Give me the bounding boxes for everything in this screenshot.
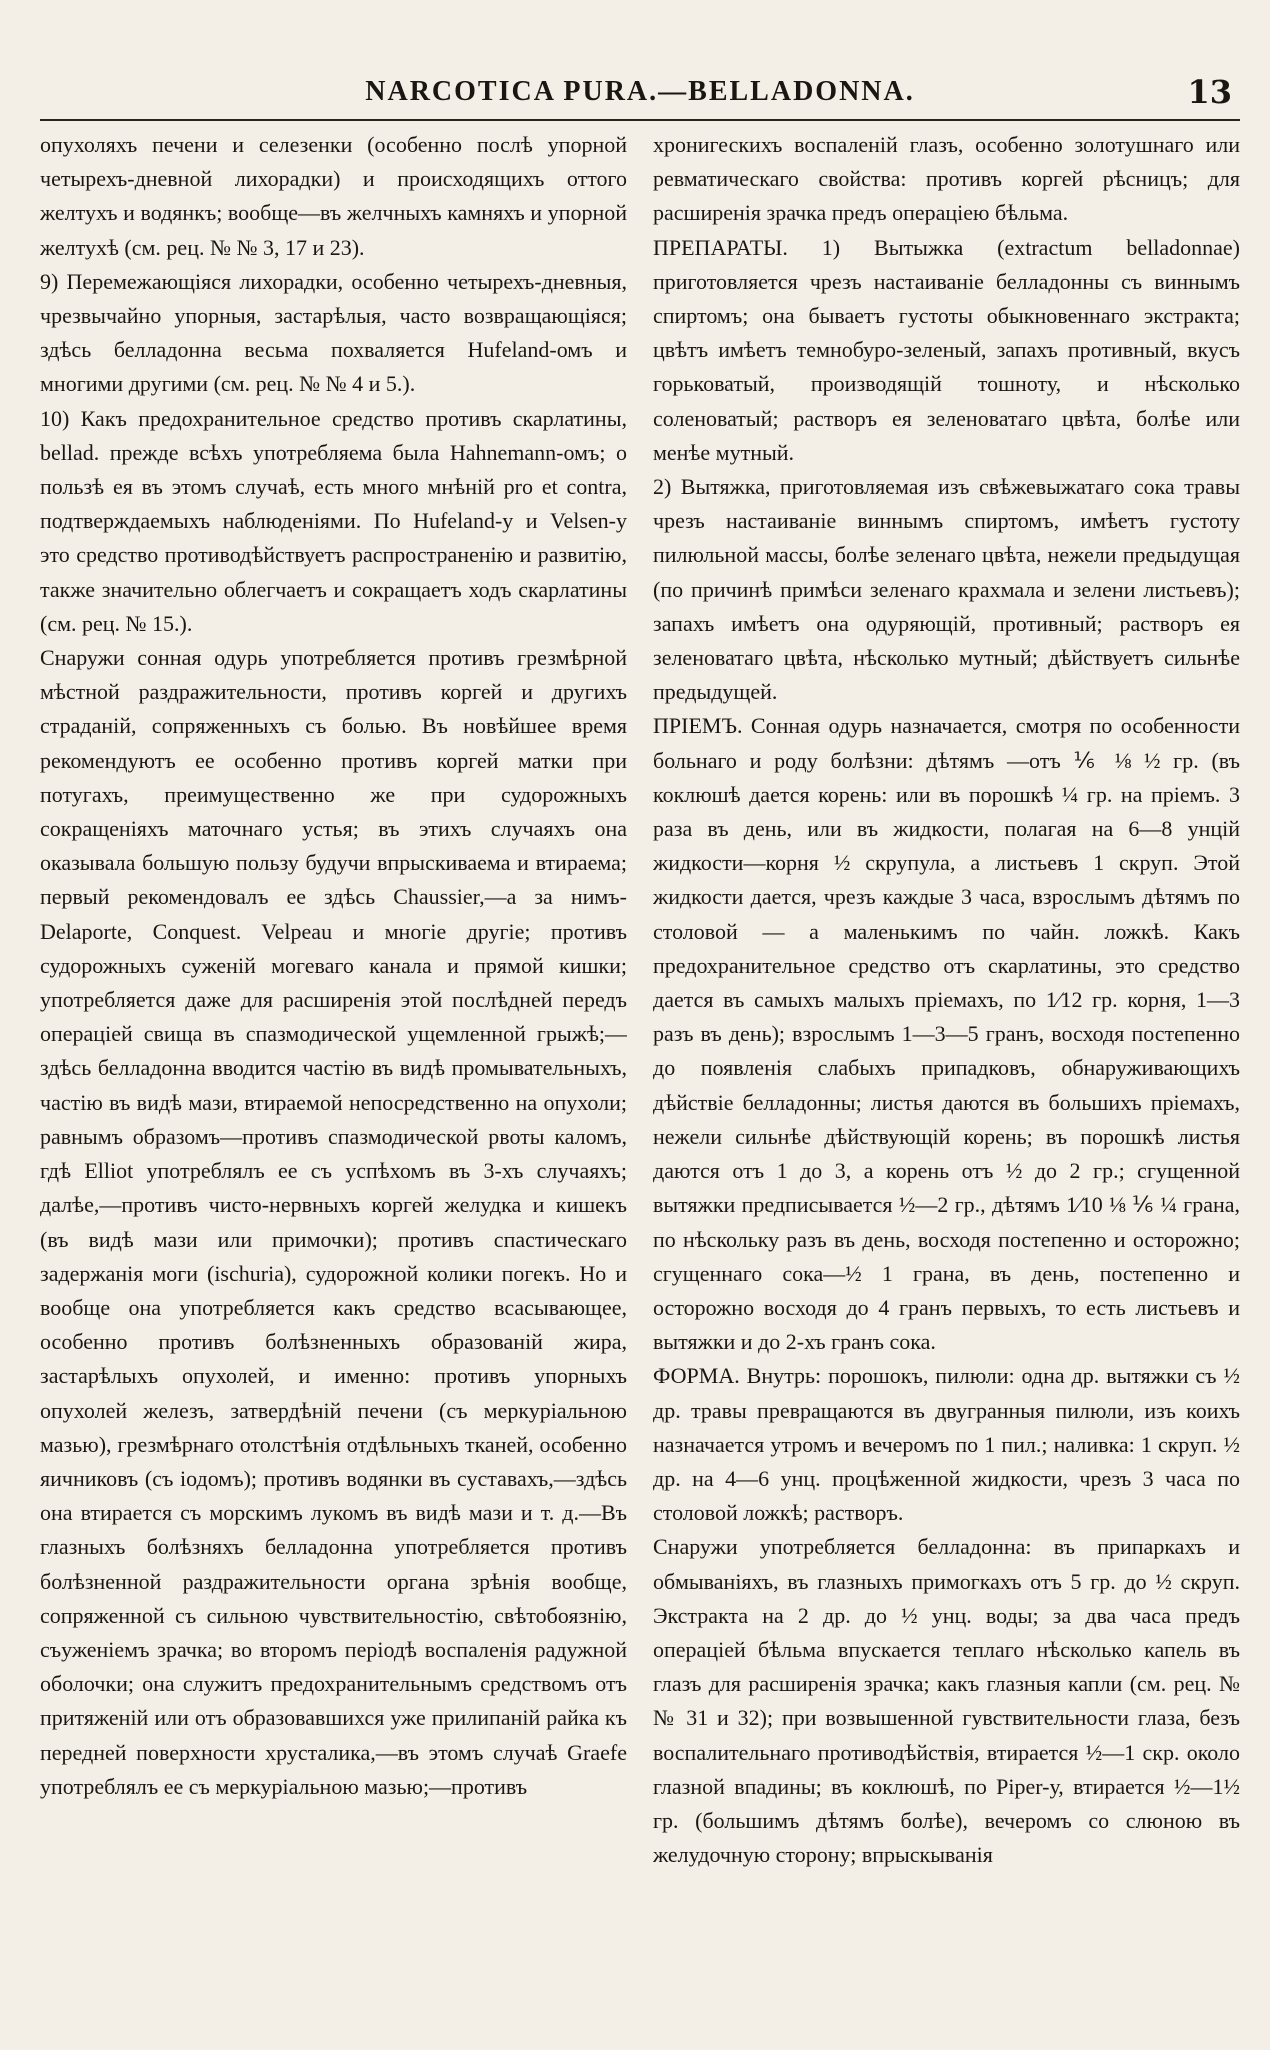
paragraph: Снаружи употребляется белладонна: въ припаркахъ и обмываніяхъ, въ глазныхъ примогкахъ отъ 5 гр. до ½ скруп. Экстракта на 2 др. до ½ унц. воды; за два часа предъ операціей бѣльма впускается теплаго нѣсколько капель въ глазъ для расширенія зрачка; какъ глазныя капли (см. рец. № № 31 и 32); при возвышенной гувствительности глаза, безъ воспалительнаго противодѣйствія, втирается ½—1 скр. около глазной впадины; въ коклюшѣ, по Piper-у, втирается ½—1½ гр. (большимъ дѣтямъ болѣе), вечеромъ со слюною въ желудочную сторону; впрыскыванія bbox=[653, 1534, 1240, 1868]
running-head bbox=[40, 70, 1240, 114]
paragraph: ПРЕПАРАТЫ. 1) Вытыжка (extractum belladonnae) приготовляется чрезъ настаиваніе белладонны съ виннымъ спиртомъ; она бываетъ густоты обыкновеннаго экстракта; цвѣтъ имѣетъ темнобуро-зеленый, запахъ противный, вкусъ горьковатый, производящій тошноту, и нѣсколько соленоватый; растворъ ея зеленоватаго цвѣта, болѣе или менѣе мутный. bbox=[653, 234, 1240, 465]
text-columns bbox=[40, 128, 1240, 2040]
paragraph: Снаружи сонная одурь употребляется противъ грезмѣрной мѣстной раздражительности, противъ коргей и другихъ страданій, сопряженныхъ съ болью. Въ новѣйшее время рекомендуютъ ее особенно противъ коргей матки при потугахъ, преимущественно же при судорожныхъ сокращеніяхъ маточнаго устья; въ этихъ случаяхъ она оказывала большую пользу будучи впрыскиваема и втираема; первый рекомендовалъ ее здѣсь Chaussier,—а за нимъ-Delaporte, Conquest. Velpeau и многіе другіе; противъ судорожныхъ суженій могеваго канала и прямой кишки; употребляется даже для расширенія этой послѣдней передъ операціей свища въ спазмодической ущемленной грыжѣ;—здѣсь белладонна вводится частію въ видѣ промывательныхъ, частію въ видѣ мази, втираемой непосредственно на опухоли; равнымъ образомъ—противъ спазмодической рвоты каломъ, гдѣ Elliot употреблялъ ее съ успѣхомъ въ 3-хъ случаяхъ; далѣе,—противъ чисто-нервныхъ коргей желудка и кишекъ (въ видѣ мази или примочки); противъ спастическаго задержанія моги (ischuria), судорожной колики погекъ. Но и вообще она употребляется какъ средство всасывающее, особенно противъ болѣзненныхъ образованій жира, застарѣлыхъ опухолей, и именно: противъ упорныхъ опухолей железъ, затвердѣній печени (съ меркуріальною мазью), грезмѣрнаго отолстѣнія отдѣльныхъ тканей, особенно яичниковъ (съ іодомъ); противъ водянки въ суставахъ,—здѣсь она втирается съ морскимъ лукомъ въ видѣ мази и т. д.—Въ глазныхъ болѣзняхъ белладонна употребляется противъ болѣзненной раздражительности органа зрѣнія вообще, сопряженной съ сильною чувствительностію, свѣтобоязнію, съуженіемъ зрачка; во второмъ періодѣ воспаленія радужной оболочки; она служитъ предохранительнымъ средствомъ отъ притяженій или отъ образовавшихся уже прилипаній райка къ передней поверхности хрусталика,—въ этомъ случаѣ Graefe употреблялъ ее съ меркуріальною мазью;—противъ bbox=[40, 645, 627, 1799]
page-number: 13 bbox=[1187, 73, 1232, 111]
right-column bbox=[653, 128, 1240, 2040]
paragraph: 10) Какъ предохранительное средство противъ скарлатины, bellad. прежде всѣхъ употребляема была Hahnemann-омъ; о пользѣ ея въ этомъ случаѣ, есть много мнѣній pro et contra, подтверждаемыхъ наблюденіями. По Hufeland-у и Velsen-у это средство противодѣйствуетъ распространенію и развитію, также значительно облегчаетъ и сокращаетъ ходъ скарлатины (см. рец. № 15.). bbox=[40, 405, 627, 636]
paragraph: опухоляхъ печени и селезенки (особенно послѣ упорной четырехъ-дневной лихорадки) и происходящихъ оттого желтухъ и водянкъ; вообще—въ желчныхъ камняхъ и упорной желтухѣ (см. рец. № № 3, 17 и 23). bbox=[40, 132, 627, 260]
paragraph: ФОРМА. Внутрь: порошокъ, пилюли: одна др. вытяжки съ ½ др. травы превращаются въ двугранныя пилюли, изъ коихъ назначается утромъ и вечеромъ по 1 пил.; наливка: 1 скруп. ½ др. на 4—6 унц. процѣженной жидкости, чрезъ 3 часа по столовой ложкѣ; растворъ. bbox=[653, 1363, 1240, 1526]
paragraph: 2) Вытяжка, приготовляемая изъ свѣжевыжатаго сока травы чрезъ настаиваніе виннымъ спиртомъ, имѣетъ густоту пилюльной массы, болѣе зеленаго цвѣта, нежели предыдущая (по причинѣ примѣси зеленаго крахмала и зелени листьевъ); запахъ имѣетъ она одуряющій, противный; растворъ ея зеленоватаго цвѣта, нѣсколько мутный; дѣйствуетъ сильнѣе предыдущей. bbox=[653, 474, 1240, 705]
paragraph: 9) Перемежающіяся лихорадки, особенно четырехъ-дневныя, чрезвычайно упорныя, застарѣлыя, часто возвращающіяся; здѣсь белладонна весьма похваляется Hufeland-омъ и многими другими (см. рец. № № 4 и 5.). bbox=[40, 268, 627, 397]
paragraph: ПРІЕМЪ. Сонная одурь назначается, смотря по особенности больнаго и роду болѣзни: дѣтямъ —отъ ⅙ ⅛ ½ гр. (въ коклюшѣ дается корень: или въ порошкѣ ¼ гр. на пріемъ. 3 раза въ день, или въ жидкости, полагая на 6—8 унцій жидкости—корня ½ скрупула, а листьевъ 1 скруп. Этой жидкости дается, чрезъ каждые 3 часа, взрослымъ дѣтямъ по столовой — а маленькимъ по чайн. ложкѣ. Какъ предохранительное средство отъ скарлатины, это средство дается въ самыхъ малыхъ пріемахъ, по 1⁄12 гр. корня, 1—3 разъ въ день); взрослымъ 1—3—5 гранъ, восходя постепенно до появленія слабыхъ припадковъ, обнаруживающихъ дѣйствіе белладонны; листья даются въ большихъ пріемахъ, нежели сильнѣе дѣйствующій корень; въ порошкѣ листья даются отъ 1 до 3, а корень отъ ½ до 2 гр.; сгущенной вытяжки предписывается ½—2 гр., дѣтямъ 1⁄10 ⅛ ⅙ ¼ грана, по нѣскольку разъ въ день, восходя постепенно и осторожно; сгущеннаго сока—½ 1 грана, въ день, постепенно и осторожно восходя до 4 гранъ первыхъ, то есть листьевъ и вытяжки и до 2-хъ гранъ сока. bbox=[653, 713, 1240, 1355]
left-column bbox=[40, 128, 627, 2040]
running-title: NARCOTICA PURA.—BELLADONNA. bbox=[365, 76, 915, 107]
paragraph: хронигескихъ воспаленій глазъ, особенно золотушнаго или ревматическаго свойства: противъ коргей рѣсницъ; для расширенія зрачка предъ операціею бѣльма. bbox=[653, 132, 1240, 226]
header-rule bbox=[40, 119, 1240, 121]
